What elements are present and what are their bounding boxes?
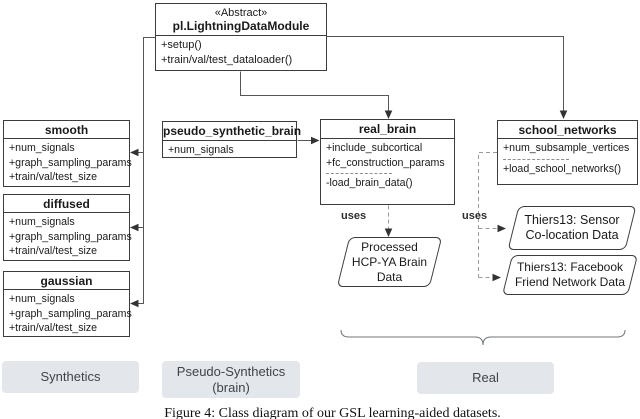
arrowhead-school-icon [560,111,568,120]
attr-line: +include_subcortical [326,142,423,154]
generalization-edge-real-brain [241,72,389,112]
class-name: diffused [4,195,129,213]
group-label-text: Synthetics [40,369,101,384]
attr-line: +num_subsample_vertices [503,142,630,154]
attr-line: +train/val/test_size [9,322,98,334]
method-line: +load_school_networks() [503,162,622,175]
uses-label-brain: uses [341,210,367,222]
data-node-thiers-facebook [502,255,638,295]
figure-caption: Figure 4: Class diagram of our GSL learning-aided datasets. [164,406,501,419]
data-node-line: HCP-YA Brain [351,254,428,269]
method-line: -load_brain_data() [326,177,413,189]
group-label-text: Pseudo-Synthetics [176,363,286,379]
arrowhead-uses-brain-icon [385,229,393,238]
class-name: school_networks [498,121,637,139]
class-name: gaussian [4,272,129,290]
attr-method-separator [503,159,569,160]
method-line: +setup() [161,39,202,51]
data-node-line: Thiers13: Sensor [524,212,620,227]
attr-line: +graph_sampling_params [9,156,132,169]
class-box-lightningdatamodule [155,3,327,71]
attr-line: +num_signals [9,293,75,305]
class-name: smooth [4,121,129,139]
arrowhead-smooth-icon [130,149,139,157]
class-name: pl.LightningDataModule [172,18,310,33]
data-node-line: Data [376,269,403,284]
class-name: real_brain [321,120,454,139]
group-label-text: Real [472,370,499,385]
generalization-edge-school [327,37,564,112]
data-node-line: Co-location Data [525,228,619,242]
data-node-hcp [337,237,442,287]
class-box-real-brain [320,119,455,205]
arrowhead-gaussian-icon [130,300,139,308]
uses-label-school: uses [462,210,488,222]
group-label-pseudo-synthetics [162,361,300,398]
arrowhead-pseudo-to-real-icon [311,137,320,145]
class-box-smooth [3,120,130,187]
stereotype-label: «Abstract» [214,6,268,19]
data-node-line: Processed [361,239,418,254]
data-node-line: Friend Network Data [514,275,626,289]
generalization-edge-left-trunk [137,38,156,304]
attr-line: +train/val/test_size [9,245,98,257]
attr-line: +train/val/test_size [9,171,98,183]
attr-line: +fc_construction_params [326,156,445,169]
attr-line: +graph_sampling_params [9,230,132,243]
group-label-synthetics [2,361,139,393]
attr-method-separator [326,173,392,174]
method-line: +train/val/test_dataloader() [161,53,293,66]
real-group-brace [341,330,625,345]
attr-line: +num_signals [168,144,234,156]
data-node-line: Thiers13: Facebook [516,259,624,274]
group-label-real [417,362,554,394]
attr-line: +num_signals [9,142,75,154]
arrowhead-uses-facebook-icon [493,274,502,282]
class-name: pseudo_synthetic_brain [163,122,296,141]
class-box-diffused [3,194,130,261]
group-label-text: (brain) [212,379,250,395]
attr-line: +num_signals [9,216,75,228]
arrowhead-uses-sensor-icon [498,225,507,233]
class-box-gaussian [3,271,130,337]
class-box-school-networks [497,120,638,185]
attr-line: +graph_sampling_params [9,307,132,320]
arrowhead-real-brain-icon [385,111,393,120]
class-box-pseudo-synthetic-brain [162,121,302,158]
data-node-thiers-sensor [508,206,637,250]
